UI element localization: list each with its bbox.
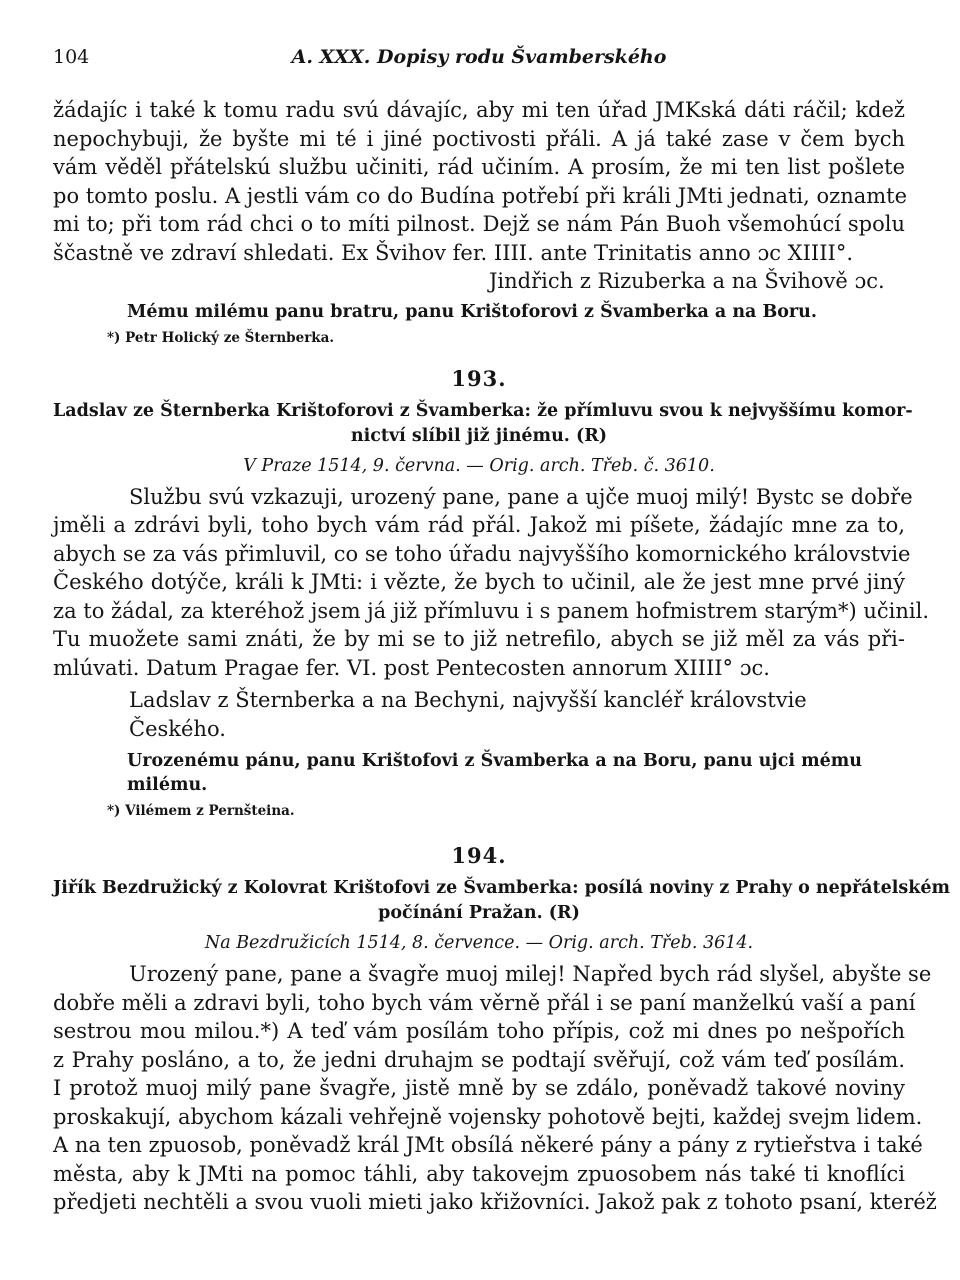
text-line: nepochybuji, že byšte mi té i jiné poctivosti přáli. A já také zase v čem bych [53, 126, 905, 151]
letter-number: 193. [451, 365, 507, 391]
letter-body [53, 960, 937, 1217]
text-line: mi to; při tom rád chci o to míti pilnost. Dejž se nám Pán Buoh všemohúcí spolu [53, 212, 905, 236]
page-number: 104 [53, 46, 90, 68]
text-line: sestrou mou milou.*) A teď vám posílám toho přípis, což mi dnes po nešpořích [53, 1019, 905, 1043]
text-line: města, aby k JMti na pomoc táhli, aby takovejm zpuosobem nás také ti knoflíci [53, 1161, 905, 1186]
running-title: A. XXX. Dopisy rodu Švamberského [291, 46, 667, 68]
letter-signature: Ladslav z Šternberka a na Bechyni, najvyšší kancléř královstvie Českého. [129, 688, 807, 741]
text-line: předjeti nechtěli a svou vuoli mieti jako křižovníci. Jakož pak z tohoto psaní, kteréž [53, 1190, 937, 1214]
continuation-footnote: *) Petr Holický ze Šternberka. [107, 329, 335, 346]
text-line: ščastně ve zdraví shledati. Ex Švihov fer. IIII. ante Trinitatis anno ɔc XIIII°. [53, 240, 853, 265]
continuation-signature: Jindřich z Rizuberka a na Švihově ɔc. [489, 269, 885, 293]
heading-line: počínání Pražan. (R) [378, 903, 580, 923]
text-line: mlúvati. Datum Pragae fer. VI. post Pentecosten annorum XIIII° ɔc. [53, 655, 770, 680]
letter-number: 194. [451, 843, 507, 868]
text-line: z Prahy posláno, a to, že jedni druhajm se podtají svěřují, což vám teď posílám. [53, 1047, 905, 1072]
text-line: vám věděl přátelskú službu učiniti, rád učiním. A prosím, že mi ten list pošlete [53, 155, 905, 179]
heading-line: Ladslav ze Šternberka Krištoforovi z Švamberka: že přímluvu svou k nejvyššímu komor- [53, 400, 913, 421]
text-line: Tu muožete sami znáti, že by mi se to již netrefilo, abych se již měl za vás při- [53, 627, 905, 651]
continuation-body [53, 96, 908, 267]
text-line: I protož muoj milý pane švagře, jistě mně by se zdálo, poněvadž takové noviny [53, 1076, 905, 1100]
letter-address: Urozenému pánu, panu Krištofovi z Švamberka a na Boru, panu ujci mému milému. [127, 751, 863, 795]
text-line: Službu svú vzkazuji, urozený pane, pane a ujče muoj milý! Bystc se dobře [129, 484, 913, 509]
text-line: Českého dotýče, králi k JMti: i vězte, že bych to učinil, ale že jest mne prvé jiný [53, 570, 905, 594]
text-line: abych se za vás přimluvil, co se toho úřadu najvyššího komornického královstvie [53, 541, 911, 566]
continuation-address: Mému milému panu bratru, panu Krištoforovi z Švamberka a na Boru. [127, 301, 817, 322]
letter-dateline: Na Bezdružicích 1514, 8. července. — Orig. arch. Třeb. 3614. [204, 933, 754, 953]
text-line: A na ten zpuosob, poněvadž král JMt obsílá někeré pány a pány z rytieřstva i také [53, 1133, 923, 1157]
page-header [53, 40, 905, 80]
book-page [53, 40, 950, 1217]
letter-heading [53, 399, 913, 449]
heading-line: Jiřík Bezdružický z Kolovrat Krištofovi ze Švamberka: posílá noviny z Prahy o nepřátelském [53, 878, 950, 898]
letter-body [53, 483, 929, 683]
heading-line: nictví slíbil již jinému. (R) [350, 425, 608, 446]
letter-dateline: V Praze 1514, 9. června. — Orig. arch. Třeb. č. 3610. [243, 455, 715, 476]
text-line: po tomto poslu. A jestli vám co do Budína potřebí při králi JMti jednati, oznamte [53, 183, 908, 208]
text-line: Urozený pane, pane a švagře muoj milej! Napřed bych rád slyšel, abyšte se [129, 962, 932, 986]
text-line: žádajíc i také k tomu radu svú dávajíc, aby mi ten úřad JMKská dáti ráčil; kdež [53, 98, 905, 122]
text-line: za to žádal, za kteréhož jsem já již přímluvu i s panem hofmistrem starým*) učinil. [53, 598, 929, 623]
text-line: dobře měli a zdravi byli, toho bych vám věrně přál i se paní manželkú vaší a paní [53, 990, 916, 1015]
letter-heading [53, 876, 950, 926]
text-line: jměli a zdrávi byli, toho bych vám rád přál. Jakož mi píšete, žádajíc mne za to, [53, 513, 905, 537]
letter-footnote: *) Vilémem z Pernšteina. [107, 803, 295, 819]
text-line: proskakují, abychom kázali vehřejně vojensky pohotově bejti, každej svejm lidem. [53, 1104, 923, 1129]
